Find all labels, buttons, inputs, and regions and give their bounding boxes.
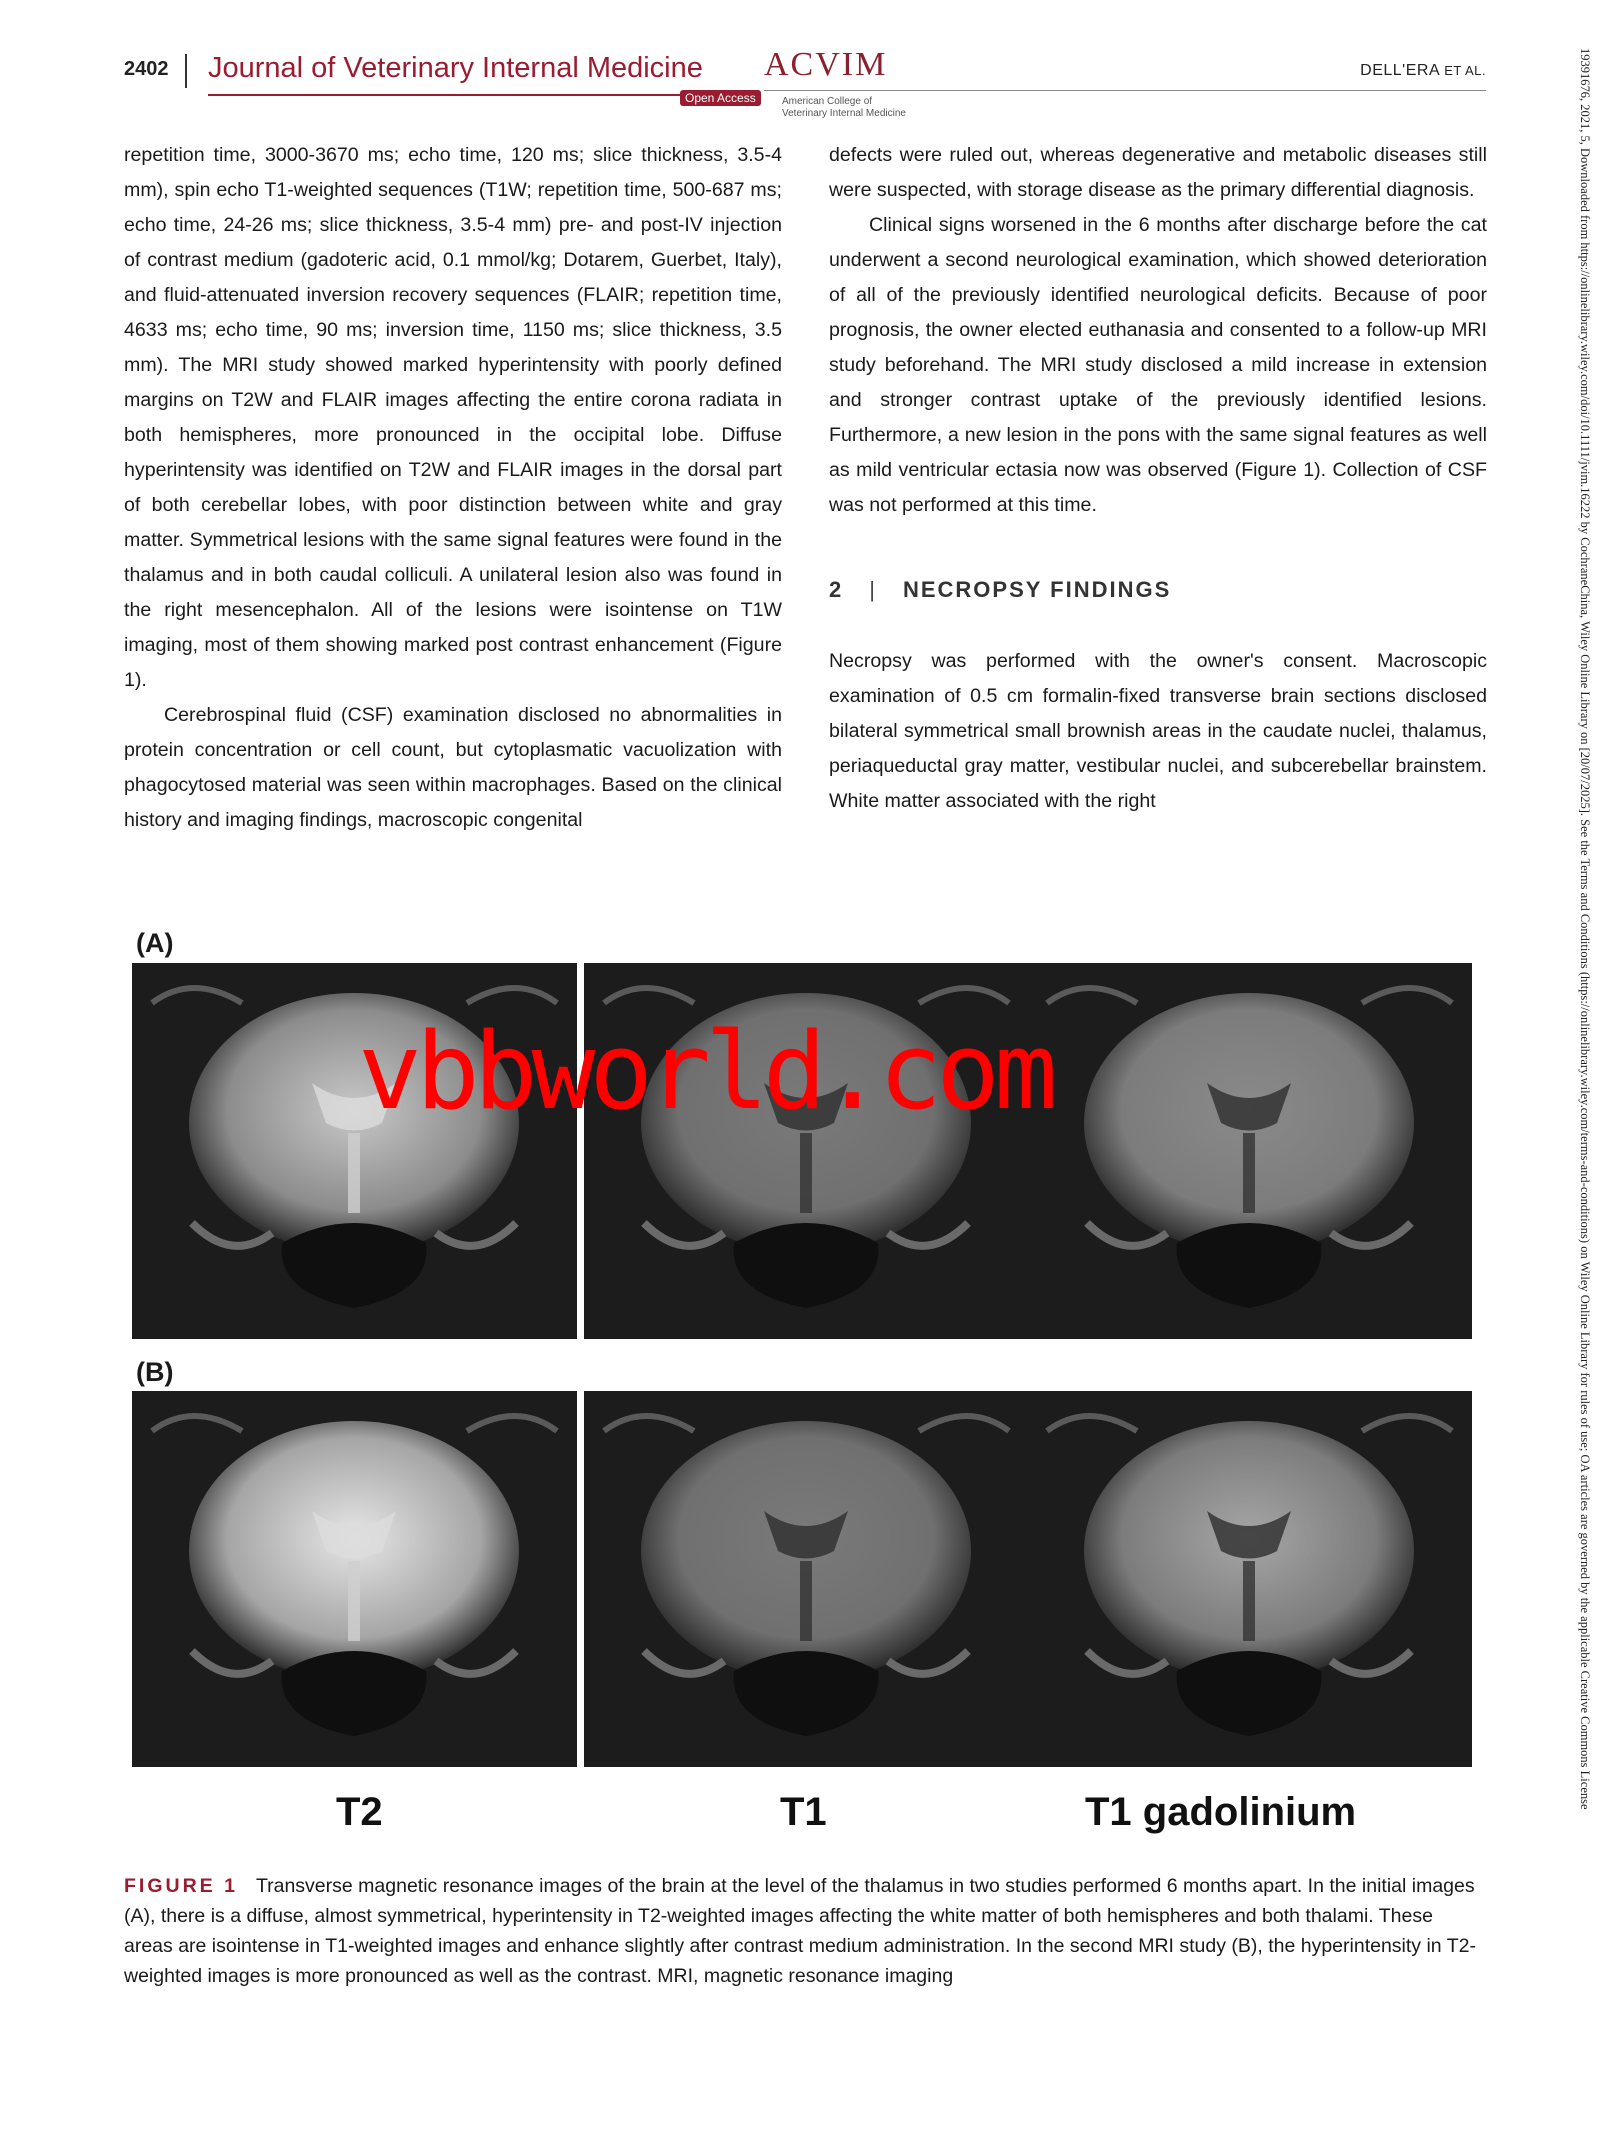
section-heading — [829, 570, 1487, 610]
figure-caption — [124, 1871, 1486, 1991]
label-t1-gadolinium: T1 gadolinium — [1085, 1790, 1357, 1834]
caption-label: FIGURE 1 — [124, 1875, 238, 1897]
paragraph: defects were ruled out, whereas degenerative and metabolic diseases still were suspected, with storage disease as the primary differential diagnosis. — [829, 144, 1487, 201]
paragraph: repetition time, 3000-3670 ms; echo time, 120 ms; slice thickness, 3.5-4 mm), spin echo T1-weighted sequences (T1W; repetition time, 500-687 ms; echo time, 24-26 ms; slice thickness, 3.5-4 mm) pre- and post-IV injection of contrast medium (gadoteric acid, 0.1 mmol/kg; Dotarem, Guerbet, Italy), and fluid-attenuated inversion recovery sequences (FLAIR; repetition time, 4633 ms; echo time, 90 ms; inversion time, 1150 ms; slice thickness, 3.5 mm). The MRI study showed marked hyperintensity with poorly defined margins on T2W and FLAIR images affecting the entire corona radiata in both hemispheres, more pronounced in the occipital lobe. Diffuse hyperintensity was identified on T2W and FLAIR images in the dorsal part of both cerebellar lobes, with poor distinction between white and gray matter. Symmetrical lesions with the same signal features were found in the thalamus and in both caudal colliculi. A unilateral lesion also was found in the right mesencephalon. All of the lesions were isointense on T1W imaging, most of them showing marked post contrast enhancement (Figure 1). — [124, 144, 782, 691]
panel-a-label: (A) — [136, 928, 174, 958]
header-rule — [764, 90, 1486, 91]
watermark: vbbworld.com — [358, 1010, 1052, 1133]
download-license-notice: 19391676, 2021, 5, Downloaded from https://onlinelibrary.wiley.com/doi/10.1111/jvim.16222 by CochraneChina, Wiley Online Library on [20/07/2025]. See the Terms and Conditions (https://onlinelibrary.wiley.com/terms-and-conditions) on Wiley Online Library for rules of use; OA articles are governed by the applicable Creative Commons License — [1578, 48, 1592, 1810]
label-t2: T2 — [336, 1790, 383, 1834]
open-access-badge: Open Access — [680, 90, 761, 106]
paragraph: Clinical signs worsened in the 6 months after discharge before the cat underwent a second neurological examination, which showed deterioration of all of the previously identified neurological deficits. Because of poor prognosis, the owner elected euthanasia and consented to a follow-up MRI study beforehand. The MRI study disclosed a mild increase in extension and stronger contrast uptake of the previously identified lesions. Furthermore, a new lesion in the pons with the same signal features as well as mild ventricular ectasia now was observed (Figure 1). Collection of CSF was not performed at this time. — [829, 214, 1487, 516]
acvim-subtitle-2: Veterinary Internal Medicine — [782, 108, 906, 119]
caption-text: Transverse magnetic resonance images of the brain at the level of the thalamus in two studies performed 6 months apart. In the initial images (A), there is a diffuse, almost symmetrical, hyperintensity in T2-weighted images affecting the white matter of both hemispheres and both thalami. These areas are isointense in T1-weighted images and enhance slightly after contrast medium administration. In the second MRI study (B), the hyperintensity in T2-weighted images is more pronounced as well as the contrast. MRI, magnetic resonance imaging — [124, 1875, 1476, 1987]
running-authors: DELL'ERA ET AL. — [1360, 62, 1486, 79]
header-divider — [185, 54, 187, 88]
mri-image-b-t1 — [584, 1391, 1029, 1767]
journal-title[interactable]: Journal of Veterinary Internal Medicine — [208, 52, 703, 84]
acvim-logo: ACVIM — [764, 46, 888, 83]
paragraph: Cerebrospinal fluid (CSF) examination disclosed no abnormalities in protein concentration or cell count, but cytoplasmatic vacuolization with phagocytosed material was seen within macrophages. Based on the clinical history and imaging findings, macroscopic congenital — [124, 704, 782, 831]
paragraph: Necropsy was performed with the owner's consent. Macroscopic examination of 0.5 cm formalin-fixed transverse brain sections disclosed bilateral symmetrical small brownish areas in the caudate nuclei, thalamus, periaqueductal gray matter, vestibular nuclei, and subcerebellar brainstem. White matter associated with the right — [829, 650, 1487, 812]
mri-image-a-t1-gadolinium — [1027, 963, 1472, 1339]
mri-image-b-t2 — [132, 1391, 577, 1767]
journal-rule — [208, 94, 756, 96]
acvim-subtitle-1: American College of — [782, 96, 873, 107]
panel-b-label: (B) — [136, 1357, 174, 1387]
section-number: 2 — [829, 577, 844, 602]
section-title: NECROPSY FINDINGS — [902, 577, 1172, 602]
section-bar: | — [869, 577, 877, 602]
label-t1: T1 — [780, 1790, 827, 1834]
page-header — [124, 46, 1486, 125]
left-column — [124, 138, 782, 838]
right-column — [829, 138, 1487, 819]
mri-image-b-t1-gadolinium — [1027, 1391, 1472, 1767]
page-number: 2402 — [124, 58, 169, 80]
